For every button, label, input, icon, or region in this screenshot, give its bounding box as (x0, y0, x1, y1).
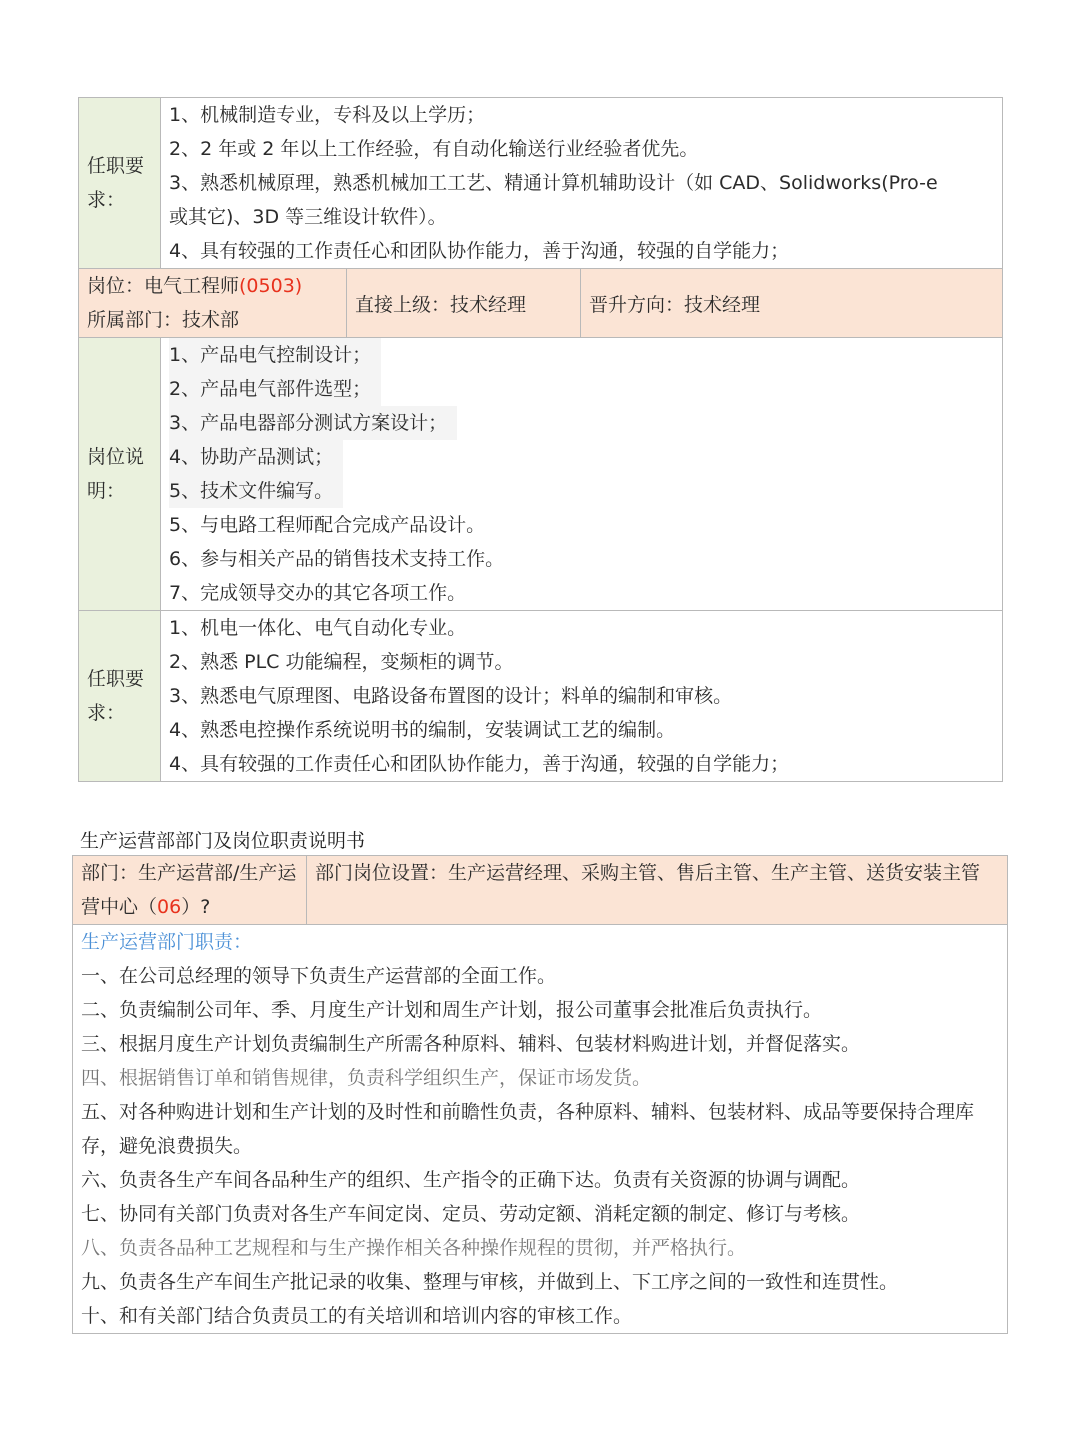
req2-content (161, 611, 1003, 782)
req1-item: 1、机械制造专业，专科及以上学历； (169, 104, 486, 126)
desc-item: 1、产品电气控制设计； (169, 338, 381, 372)
dept-positions: 部门岗位设置：生产运营经理、采购主管、售后主管、生产主管、送货安装主管 (307, 856, 1008, 925)
req2-label: 任职要求： (79, 611, 161, 782)
desc-content (161, 338, 1003, 611)
duty-item: 三、根据月度生产计划负责编制生产所需各种原料、辅料、包装材料购进计划，并督促落实。 (81, 1033, 861, 1055)
req1-label: 任职要求： (79, 98, 161, 269)
duties-title: 生产运营部门职责： (81, 931, 253, 953)
duties-content (73, 925, 1008, 1334)
req2-row (79, 611, 1003, 782)
production-dept-table (72, 855, 1008, 1334)
req1-row (79, 98, 1003, 269)
mechanical-requirements-table (78, 97, 1003, 782)
desc-row (79, 338, 1003, 611)
position-promotion: 晋升方向：技术经理 (581, 269, 1003, 338)
desc-item: 5、技术文件编写。 (169, 474, 343, 508)
duty-item: 一、在公司总经理的领导下负责生产运营部的全面工作。 (81, 965, 557, 987)
duty-item: 二、负责编制公司年、季、月度生产计划和周生产计划，报公司董事会批准后负责执行。 (81, 999, 823, 1021)
req1-content (161, 98, 1003, 269)
desc-label: 岗位说明： (79, 338, 161, 611)
desc-item: 2、产品电气部件选型； (169, 372, 381, 406)
dept-header-row (73, 856, 1008, 925)
req1-item: 3、熟悉机械原理，熟悉机械加工工艺、精通计算机辅助设计（如 CAD、Solidworks(Pro-e (169, 172, 938, 194)
duty-item: 九、负责各生产车间生产批记录的收集、整理与审核，并做到上、下工序之间的一致性和连贯性。 (81, 1271, 899, 1293)
req1-item: 或其它)、3D 等三维设计软件）。 (169, 206, 447, 228)
duty-item: 七、协同有关部门负责对各生产车间定岗、定员、劳动定额、消耗定额的制定、修订与考核。 (81, 1203, 861, 1225)
duty-item: 五、对各种购进计划和生产计划的及时性和前瞻性负责，各种原料、辅料、包装材料、成品等要保持合理库存，避免浪费损失。 (81, 1101, 975, 1157)
duty-item: 八、负责各品种工艺规程和与生产操作相关各种操作规程的贯彻，并严格执行。 (81, 1237, 747, 1259)
req2-item: 2、熟悉 PLC 功能编程，变频柜的调节。 (169, 651, 514, 673)
duty-item: 六、负责各生产车间各品种生产的组织、生产指令的正确下达。负责有关资源的协调与调配。 (81, 1169, 861, 1191)
desc-item: 3、产品电器部分测试方案设计； (169, 406, 457, 440)
req1-item: 2、2 年或 2 年以上工作经验，有自动化输送行业经验者优先。 (169, 138, 699, 160)
position-title-cell (79, 269, 347, 338)
desc-item: 7、完成领导交办的其它各项工作。 (169, 582, 467, 604)
duty-item: 十、和有关部门结合负责员工的有关培训和培训内容的审核工作。 (81, 1305, 633, 1327)
desc-item: 4、协助产品测试； (169, 440, 343, 474)
req2-item: 1、机电一体化、电气自动化专业。 (169, 617, 467, 639)
position-title: 岗位：电气工程师(0503) (87, 275, 303, 297)
req1-item: 4、具有较强的工作责任心和团队协作能力，善于沟通，较强的自学能力； (169, 240, 790, 262)
position-superior: 直接上级：技术经理 (347, 269, 581, 338)
req2-item: 4、熟悉电控操作系统说明书的编制，安装调试工艺的编制。 (169, 719, 676, 741)
req2-item: 3、熟悉电气原理图、电路设备布置图的设计；料单的编制和审核。 (169, 685, 733, 707)
req2-item: 4、具有较强的工作责任心和团队协作能力，善于沟通，较强的自学能力； (169, 753, 790, 775)
duty-item: 四、根据销售订单和销售规律，负责科学组织生产，保证市场发货。 (81, 1067, 652, 1089)
desc-item: 6、参与相关产品的销售技术支持工作。 (169, 548, 505, 570)
dept-name-cell: 部门：生产运营部/生产运营中心（06）? (73, 856, 307, 925)
duties-row (73, 925, 1008, 1334)
position-code: (0503) (239, 275, 303, 297)
position-header-row (79, 269, 1003, 338)
dept-code: 06 (157, 896, 182, 918)
desc-item: 5、与电路工程师配合完成产品设计。 (169, 514, 486, 536)
position-dept: 所属部门：技术部 (87, 309, 240, 331)
section-title: 生产运营部部门及岗位职责说明书 (80, 830, 366, 852)
